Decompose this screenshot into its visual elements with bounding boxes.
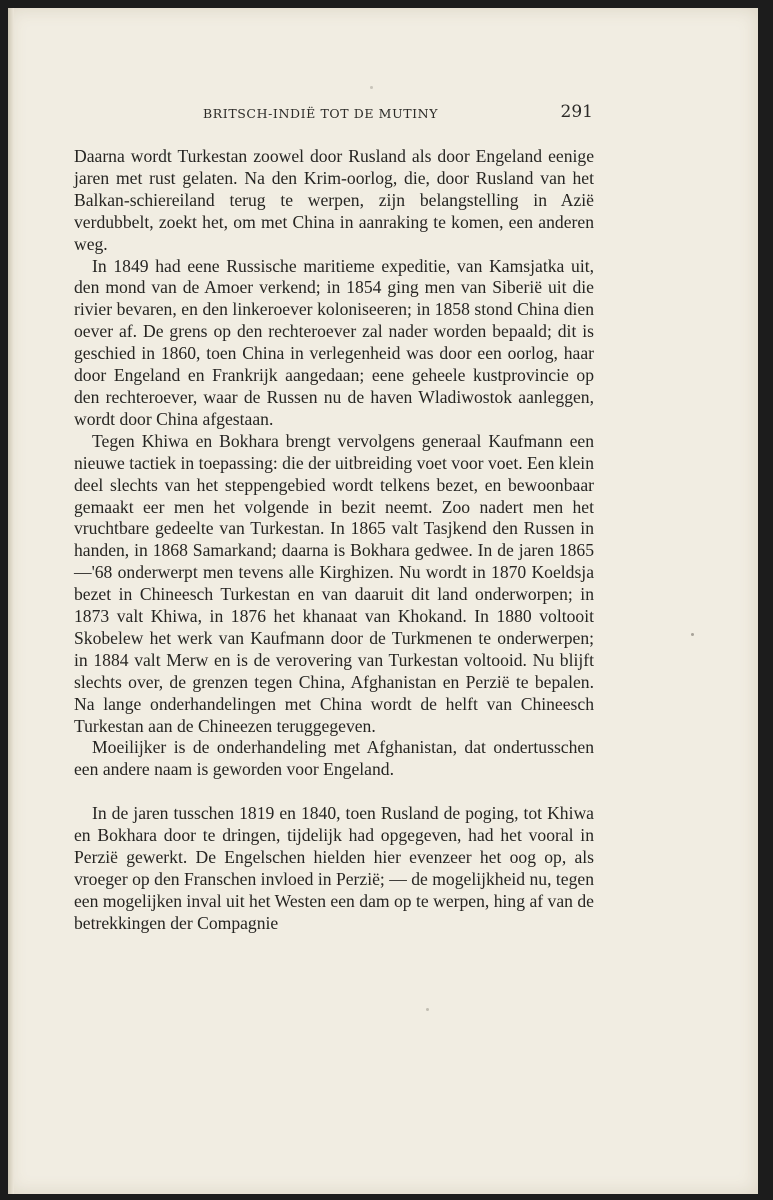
paragraph: In de jaren tusschen 1819 en 1840, toen Rusland de poging, tot Khiwa en Bokhara door te dringen, tijdelijk had opgegeven, had het vooral in Perzië gewerkt. De Engelschen hielden hier evenzeer het oog op, als vroeger op den Franschen invloed in Perzië; — de mogelijkheid nu, tegen een mogelijken inval uit het Westen een dam op te werpen, hing af van de betrekkingen der Compagnie [74, 803, 594, 933]
paper-speck [691, 633, 694, 636]
running-head-title: BRITSCH-INDIË TOT DE MUTINY [203, 106, 439, 121]
paragraph: Daarna wordt Turkestan zoowel door Rusland als door Engeland eenige jaren met rust gelaten. Na den Krim-oorlog, die, door Rusland van het Balkan-schiereiland terug te werpen, zijn belangstelling in Azië verdubbelt, zoekt het, om met China in aanraking te komen, een anderen weg. [74, 146, 594, 254]
book-page [8, 8, 758, 1194]
paper-speck [370, 86, 373, 89]
paper-speck [426, 1008, 429, 1011]
paragraph: In 1849 had eene Russische maritieme expeditie, van Kamsjatka uit, den mond van de Amoer verkend; in 1854 ging men van Siberië uit die rivier bevaren, en den linkeroever koloniseeren; in 1858 stond China dien oever af. De grens op den rechteroever zal nader worden bepaald; dit is geschied in 1860, toen China in verlegenheid was door een oorlog, haar door Engeland en Frankrijk aangedaan; eene geheele kustprovincie op den rechteroever, waar de Russen nu de haven Wladiwostok aanleggen, wordt door China afgestaan. [74, 255, 594, 429]
paragraph: Moeilijker is de onderhandeling met Afghanistan, dat ondertusschen een andere naam is geworden voor Engeland. [74, 737, 594, 780]
binding-gutter [8, 8, 14, 1194]
paragraph: Tegen Khiwa en Bokhara brengt vervolgens generaal Kaufmann een nieuwe tactiek in toepassing: die der uitbreiding voet voor voet. Een klein deel slechts van het steppengebied wordt telkens bezet, en bewoonbaar gemaakt eer men het volgende in bezit neemt. Zoo nadert men het vruchtbare gedeelte van Turkestan. In 1865 valt Tasjkend den Russen in handen, in 1868 Samarkand; daarna is Bokhara gedwee. In de jaren 1865—'68 onderwerpt men tevens alle Kirghizen. Nu wordt in 1870 Koeldsja bezet in Chineesch Turkestan en van daaruit dit land onderworpen; in 1873 valt Khiwa, in 1876 het khanaat van Khokand. In 1880 voltooit Skobelew het werk van Kaufmann door de Turkmenen te onderwerpen; in 1884 valt Merw en is de verovering van Turkestan voltooid. Nu blijft slechts over, de grenzen tegen China, Afghanistan en Perzië te bepalen. Na lange onderhandelingen met China wordt de helft van Chineesch Turkestan aan de Chineezen teruggegeven. [74, 430, 594, 736]
page-number: 291 [560, 102, 593, 122]
body-text [74, 146, 594, 935]
running-head [203, 102, 593, 126]
